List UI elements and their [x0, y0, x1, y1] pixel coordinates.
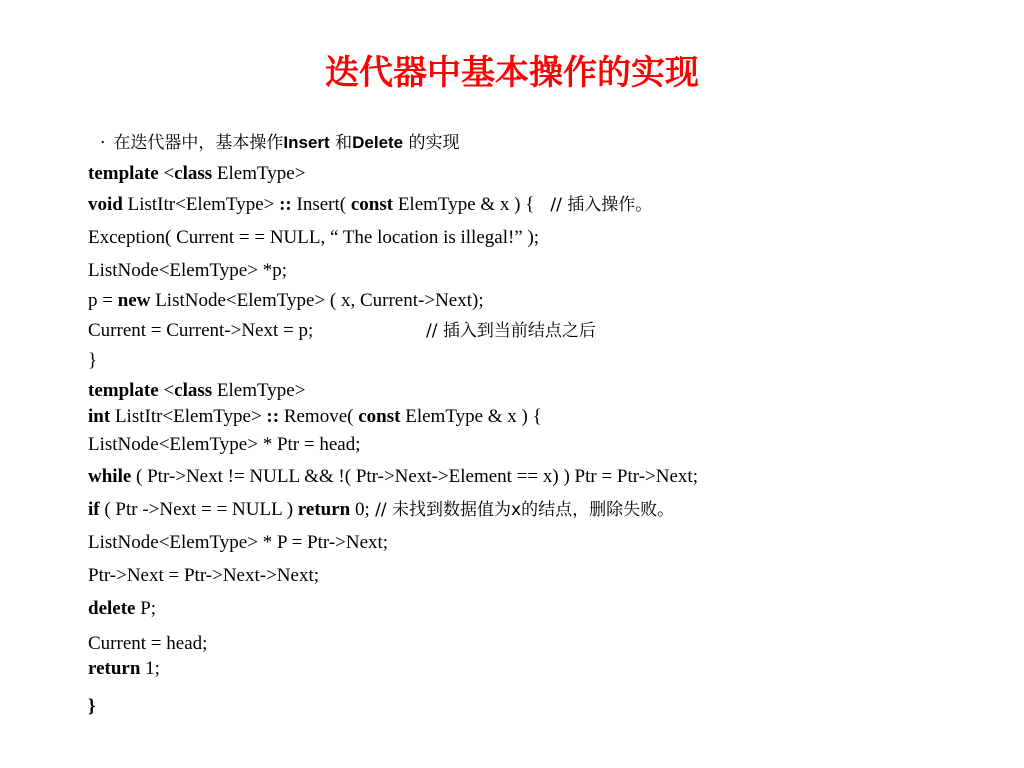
code-text: ( Ptr ->Next = = NULL ) — [99, 499, 298, 520]
bullet-heading — [100, 130, 460, 156]
keyword: while — [88, 466, 132, 487]
bullet-suffix: 的实现 — [403, 133, 460, 153]
code-comment: // 插入到当前结点之后 — [426, 321, 596, 341]
code-text: ( Ptr->Next != NULL && !( Ptr->Next->Element == x) ) Ptr = Ptr->Next; — [131, 466, 698, 487]
keyword: const — [350, 194, 394, 215]
bullet-dot: · — [100, 133, 106, 153]
code-comment: // 插入操作。 — [550, 195, 653, 215]
page-title: 迭代器中基本操作的实现 — [325, 53, 699, 93]
keyword: void — [88, 194, 123, 215]
code-text: p = — [88, 290, 118, 311]
code-text: Current = Current->Next = p; — [88, 320, 314, 341]
code-text: ListItr<ElemType> — [122, 194, 280, 215]
code-text: ElemType & x ) { — [393, 194, 535, 215]
code-text: < — [158, 163, 175, 184]
bullet-prefix: 在迭代器中，基本操作 — [113, 133, 284, 153]
keyword: template — [88, 380, 159, 401]
code-line-4 — [88, 259, 287, 283]
code-text: Remove( — [279, 406, 359, 427]
code-line-16 — [88, 632, 207, 656]
keyword: int — [88, 406, 111, 427]
code-line-17 — [88, 657, 160, 681]
code-line-3 — [88, 226, 539, 250]
code-text: < — [158, 380, 175, 401]
keyword: class — [174, 380, 213, 401]
code-line-14 — [88, 564, 319, 588]
code-text: 0; — [350, 499, 370, 520]
closing-brace: } — [88, 696, 96, 717]
keyword: const — [358, 406, 401, 427]
bullet-insert: Insert — [283, 133, 330, 152]
code-line-15 — [88, 597, 156, 621]
code-line-8 — [88, 379, 305, 403]
code-line-11 — [88, 465, 698, 489]
bullet-delete: Delete — [352, 133, 404, 152]
code-text: Insert( — [291, 194, 351, 215]
keyword: :: — [266, 406, 280, 427]
code-text: Exception( Current = = NULL, “ The location is illegal!” ); — [88, 227, 540, 248]
keyword: :: — [279, 194, 292, 215]
code-text: ListNode<ElemType> * P = Ptr->Next; — [88, 532, 389, 553]
code-text: ListNode<ElemType> * Ptr = head; — [88, 434, 361, 455]
keyword: if — [88, 499, 100, 520]
code-line-5 — [88, 289, 484, 313]
keyword: template — [88, 163, 159, 184]
code-comment: // 未找到数据值为x的结点，删除失败。 — [369, 500, 675, 520]
code-text: Ptr->Next = Ptr->Next->Next; — [88, 565, 320, 586]
code-text: ListItr<ElemType> — [110, 406, 267, 427]
code-text: Current = head; — [88, 633, 208, 654]
code-text: ElemType> — [212, 163, 306, 184]
keyword: delete — [88, 598, 136, 619]
code-line-6 — [88, 319, 596, 343]
code-line-12 — [88, 498, 674, 522]
code-line-7 — [88, 349, 97, 373]
code-line-10 — [88, 433, 361, 457]
code-line-18 — [88, 695, 96, 719]
code-line-9 — [88, 405, 542, 429]
code-text: P; — [135, 598, 157, 619]
code-text: ElemType> — [212, 380, 306, 401]
code-text: } — [88, 350, 98, 371]
keyword: class — [174, 163, 213, 184]
code-line-2 — [88, 193, 652, 217]
keyword: new — [117, 290, 151, 311]
code-line-13 — [88, 531, 388, 555]
keyword: return — [88, 658, 141, 679]
bullet-and: 和 — [329, 133, 353, 153]
code-text: 1; — [140, 658, 160, 679]
code-text: ElemType & x ) { — [400, 406, 542, 427]
code-text: ListNode<ElemType> *p; — [88, 260, 287, 281]
code-line-1 — [88, 162, 305, 186]
keyword: return — [297, 499, 351, 520]
code-text: ListNode<ElemType> ( x, Current->Next); — [150, 290, 484, 311]
